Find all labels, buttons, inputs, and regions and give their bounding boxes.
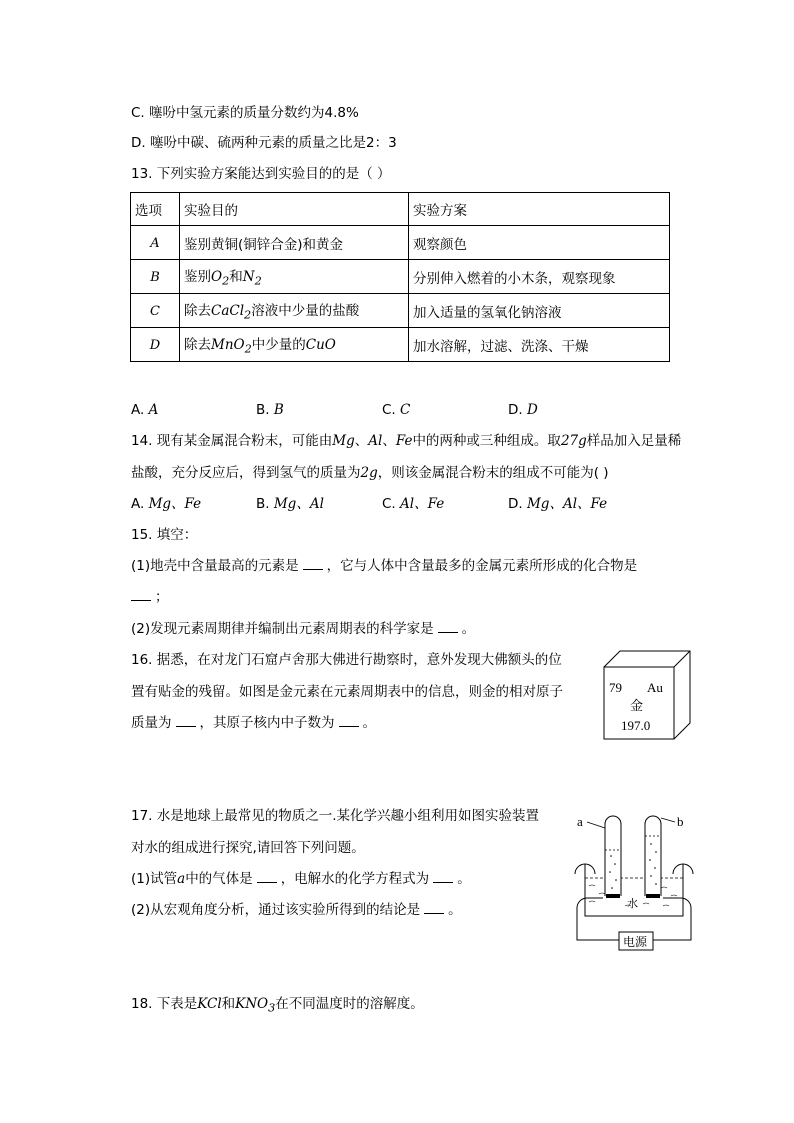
element-symbol: Au: [647, 680, 663, 695]
electrolysis-apparatus: [573, 806, 698, 956]
row-option: D: [149, 337, 161, 353]
q17-line2: 对水的组成进行探究,请回答下列问题。: [131, 840, 365, 856]
row-option: A: [150, 235, 160, 251]
q12-option-d: D. 噻吩中碳、硫两种元素的质量之比是2：3: [131, 135, 397, 151]
q13-table: [130, 192, 670, 362]
atomic-mass: 197.0: [621, 718, 651, 733]
q14-choice-c[interactable]: C. Al、Fe: [382, 496, 445, 512]
q13-choice-b[interactable]: B. B: [256, 402, 284, 418]
q15-part2: (2)发现元素周期律并编制出元素周期表的科学家是 。: [131, 621, 476, 637]
table-row: [131, 328, 670, 362]
row-purpose: 除去MnO$_2$中少量的CuO: [180, 328, 409, 362]
answer-blank[interactable]: [424, 901, 444, 914]
q17-part2: (2)从宏观角度分析，通过该实验所得到的结论是 。: [131, 902, 462, 918]
q14-choice-b[interactable]: B. Mg、Al: [256, 496, 324, 512]
q14-stem-line2: 盐酸，充分反应后，得到氢气的质量为2g，则该金属混合粉末的组成不可能为( ): [131, 465, 609, 481]
header-purpose: 实验目的: [180, 193, 409, 226]
q15-stem: 15. 填空：: [131, 527, 198, 543]
power-supply-label: 电源: [623, 935, 648, 949]
answer-blank[interactable]: [131, 588, 151, 601]
q14-choice-d[interactable]: D. Mg、Al、Fe: [508, 496, 608, 512]
q12-option-c: C. 噻吩中氢元素的质量分数约为4.8%: [131, 105, 359, 121]
q13-choice-a[interactable]: A. A: [131, 402, 159, 418]
water-label: 水: [627, 897, 638, 910]
row-purpose: 除去CaCl$_2$溶液中少量的盐酸: [180, 294, 409, 328]
q15-part1-cont: ；: [131, 587, 169, 607]
row-plan: 观察颜色: [409, 226, 670, 260]
atomic-number: 79: [609, 680, 622, 695]
table-row: [131, 226, 670, 260]
q13-stem: 13. 下列实验方案能达到实验目的的是（ ）: [131, 166, 391, 182]
table-row: [131, 294, 670, 328]
q16-line3: 质量为 ，其原子核内中子数为 。: [131, 715, 376, 731]
row-plan: 加入适量的氢氧化钠溶液: [409, 294, 670, 328]
row-purpose: 鉴别黄铜(铜锌合金)和黄金: [180, 226, 409, 260]
q16-line1: 16. 据悉，在对龙门石窟卢舍那大佛进行勘察时，意外发现大佛额头的位: [131, 652, 562, 668]
q14-stem-line1: 14. 现有某金属混合粉末，可能由Mg、Al、Fe中的两种或三种组成。取27g样品加入足量稀: [131, 433, 682, 449]
q17-line1: 17. 水是地球上最常见的物质之一.某化学兴趣小组利用如图实验装置: [131, 808, 540, 824]
q17-part1: (1)试管a中的气体是 ，电解水的化学方程式为 。: [131, 871, 471, 887]
table-row: [131, 260, 670, 294]
table-header-row: [131, 193, 670, 226]
row-purpose: 鉴别$O_2$和$N_2$: [180, 260, 409, 294]
element-name: 金: [630, 699, 644, 714]
q16-line2: 置有贴金的残留。如图是金元素在元素周期表中的信息，则金的相对原子: [131, 684, 563, 700]
q13-choice-c[interactable]: C. C: [382, 402, 411, 418]
header-plan: 实验方案: [409, 193, 670, 226]
row-option: C: [150, 303, 160, 319]
row-option: B: [150, 269, 160, 285]
answer-blank[interactable]: [176, 714, 196, 727]
q14-choice-a[interactable]: A. Mg、Fe: [131, 496, 202, 512]
answer-blank[interactable]: [303, 557, 323, 570]
q13-choice-d[interactable]: D. D: [508, 402, 538, 418]
answer-blank[interactable]: [438, 620, 458, 633]
header-option: 选项: [131, 193, 180, 226]
q15-part1: (1)地壳中含量最高的元素是 ，它与人体中含量最多的金属元素所形成的化合物是: [131, 558, 638, 574]
tube-a-label: a: [577, 814, 583, 829]
q18-stem: 18. 下表是KCl和$KNO_3$在不同温度时的溶解度。: [131, 996, 424, 1015]
answer-blank[interactable]: [433, 870, 453, 883]
answer-blank[interactable]: [257, 870, 277, 883]
row-plan: 分别伸入燃着的小木条，观察现象: [409, 260, 670, 294]
gold-element-cell: [603, 650, 693, 742]
answer-blank[interactable]: [339, 714, 359, 727]
tube-b-label: b: [677, 814, 684, 829]
row-plan: 加水溶解，过滤、洗涤、干燥: [409, 328, 670, 362]
